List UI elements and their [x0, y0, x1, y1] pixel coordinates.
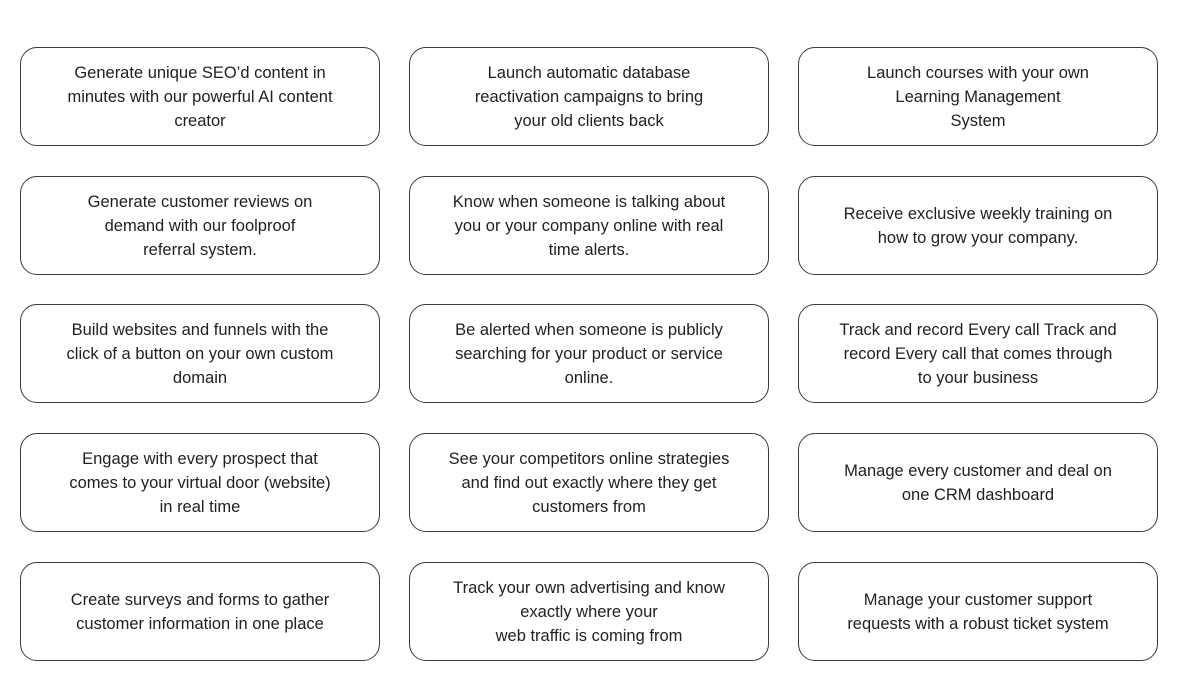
feature-card-ad-tracking	[409, 562, 769, 661]
feature-text: Create surveys and forms to gather customer information in one place	[70, 590, 330, 633]
feature-card-competitors	[409, 433, 769, 532]
feature-card-websites	[20, 304, 380, 403]
feature-text: Build websites and funnels with the click of a button on your own custom domain	[66, 320, 334, 387]
feature-card-search-alerts	[409, 304, 769, 403]
feature-card-mentions	[409, 176, 769, 275]
feature-text: Engage with every prospect that comes to your virtual door (website) in real time	[69, 449, 331, 516]
feature-text: Track and record Every call Track and record Every call that comes through to your business	[839, 320, 1117, 387]
feature-text: See your competitors online strategies and find out exactly where they get customers from	[448, 449, 730, 516]
feature-text: Launch automatic database reactivation campaigns to bring your old clients back	[474, 63, 704, 130]
feature-card-training	[798, 176, 1158, 275]
feature-text: Track your own advertising and know exactly where your web traffic is coming from	[453, 578, 725, 645]
feature-card-crm	[798, 433, 1158, 532]
feature-card-support-tickets	[798, 562, 1158, 661]
feature-text: Receive exclusive weekly training on how to grow your company.	[843, 204, 1113, 247]
feature-card-engage-prospects	[20, 433, 380, 532]
feature-text: Be alerted when someone is publicly searching for your product or service online.	[455, 320, 723, 387]
feature-card-surveys	[20, 562, 380, 661]
feature-text: Know when someone is talking about you or your company online with real time alerts.	[452, 192, 726, 259]
feature-text: Manage every customer and deal on one CRM dashboard	[844, 461, 1112, 504]
feature-card-call-tracking	[798, 304, 1158, 403]
feature-card-reviews	[20, 176, 380, 275]
feature-card-courses	[798, 47, 1158, 146]
feature-text: Generate unique SEO’d content in minutes with our powerful AI content creator	[67, 63, 333, 130]
feature-card-ai-content	[20, 47, 380, 146]
feature-text: Generate customer reviews on demand with our foolproof referral system.	[87, 192, 313, 259]
feature-card-database-reactivation	[409, 47, 769, 146]
feature-text: Launch courses with your own Learning Management System	[867, 63, 1089, 130]
feature-text: Manage your customer support requests with a robust ticket system	[847, 590, 1109, 633]
